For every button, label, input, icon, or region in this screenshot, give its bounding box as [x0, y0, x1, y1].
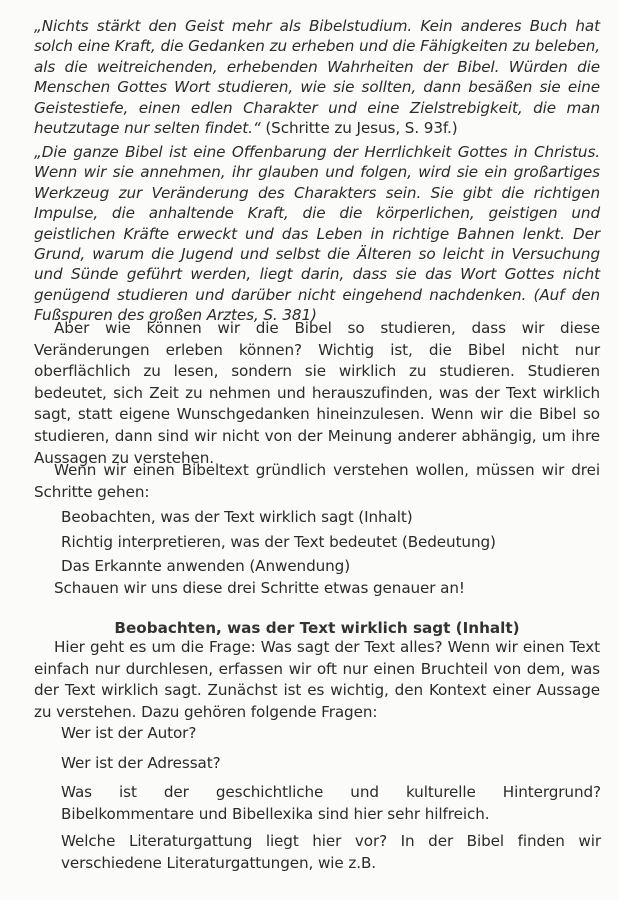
question-item: Wer ist der Adressat? [61, 754, 221, 772]
step-item: Richtig interpretieren, was der Text bedeutet (Bedeutung) [61, 533, 496, 551]
quote-text: „Die ganze Bibel ist eine Offenbarung der Herrlichkeit Gottes in Christus. Wenn wir sie annehmen, ihr glauben und folgen, wird sie ein großartiges Werkzeug zur Veränderung des Charakters sein. Sie gibt die richtigen Impulse, die anhaltende Kraft, die die körperlichen, geistigen und geistlichen Kräfte erweckt und das Leben in richtige Bahnen lenkt. Der Grund, warum die Jugend und selbst die Älteren so leicht in Versuchung und Sünde geführt werden, liegt darin, dass sie das Wort Gottes nicht genügend studieren und darüber nicht eingehend nachdenken. [34, 143, 600, 304]
paragraph-study: Aber wie können wir die Bibel so studieren, dass wir diese Veränderungen erleben können? Wichtig ist, die Bibel nicht nur oberflächlich zu lesen, sondern sie wirklich zu studieren. Studieren bedeutet, sich Zeit zu nehmen und herauszufinden, was der Text wirklich sagt, statt eigene Wunschgedanken hineinzulesen. Wenn wir die Bibel so studieren, dann sind wir nicht von der Meinung anderer abhängig, um ihre Aussagen zu verstehen. [34, 319, 600, 467]
step-item: Beobachten, was der Text wirklich sagt (Inhalt) [61, 508, 413, 526]
section-intro: Hier geht es um die Frage: Was sagt der Text alles? Wenn wir einen Text einfach nur durchlesen, erfassen wir oft nur einen Bruchteil von dem, was der Text wirklich sagt. Zunächst ist es wichtig, den Kontext einer Aussage zu verstehen. Dazu gehören folgende Fragen: [34, 638, 600, 721]
question-item: Wer ist der Autor? [61, 724, 197, 742]
question-item: Was ist der geschichtliche und kulturelle Hintergrund? Bibelkommentare und Bibellexika sind hier sehr hilfreich. [61, 783, 601, 823]
quote-text: „Nichts stärkt den Geist mehr als Bibelstudium. Kein anderes Buch hat solch eine Kraft, die Gedanken zu erheben und die Fähigkeiten zu beleben, als die weitreichenden, erhebenden Wahrheiten der Bibel. Würden die Menschen Gottes Wort studieren, wie sie sollten, dann besäßen sie eine Geistestiefe, einen edlen Charakter und eine Zielstrebigkeit, die man heutzutage nur selten findet.“ [34, 17, 600, 138]
closing-line: Schauen wir uns diese drei Schritte etwas genauer an! [54, 579, 465, 597]
step-item: Das Erkannte anwenden (Anwendung) [61, 557, 351, 575]
quote-ministry-of-healing [34, 142, 600, 326]
quote-steps-to-jesus [34, 16, 600, 138]
section-heading: Beobachten, was der Text wirklich sagt (Inhalt) [114, 619, 520, 637]
quote-source: (Schritte zu Jesus, S. 93f.) [260, 119, 458, 138]
quote-source: (Auf den Fußspuren des großen Arztes, S. 381) [34, 285, 601, 325]
question-item: Welche Literaturgattung liegt hier vor? In der Bibel finden wir verschiedene Literaturgattungen, wie z.B. [61, 832, 601, 872]
paragraph-three-steps: Wenn wir einen Bibeltext gründlich verstehen wollen, müssen wir drei Schritte gehen: [34, 461, 600, 501]
